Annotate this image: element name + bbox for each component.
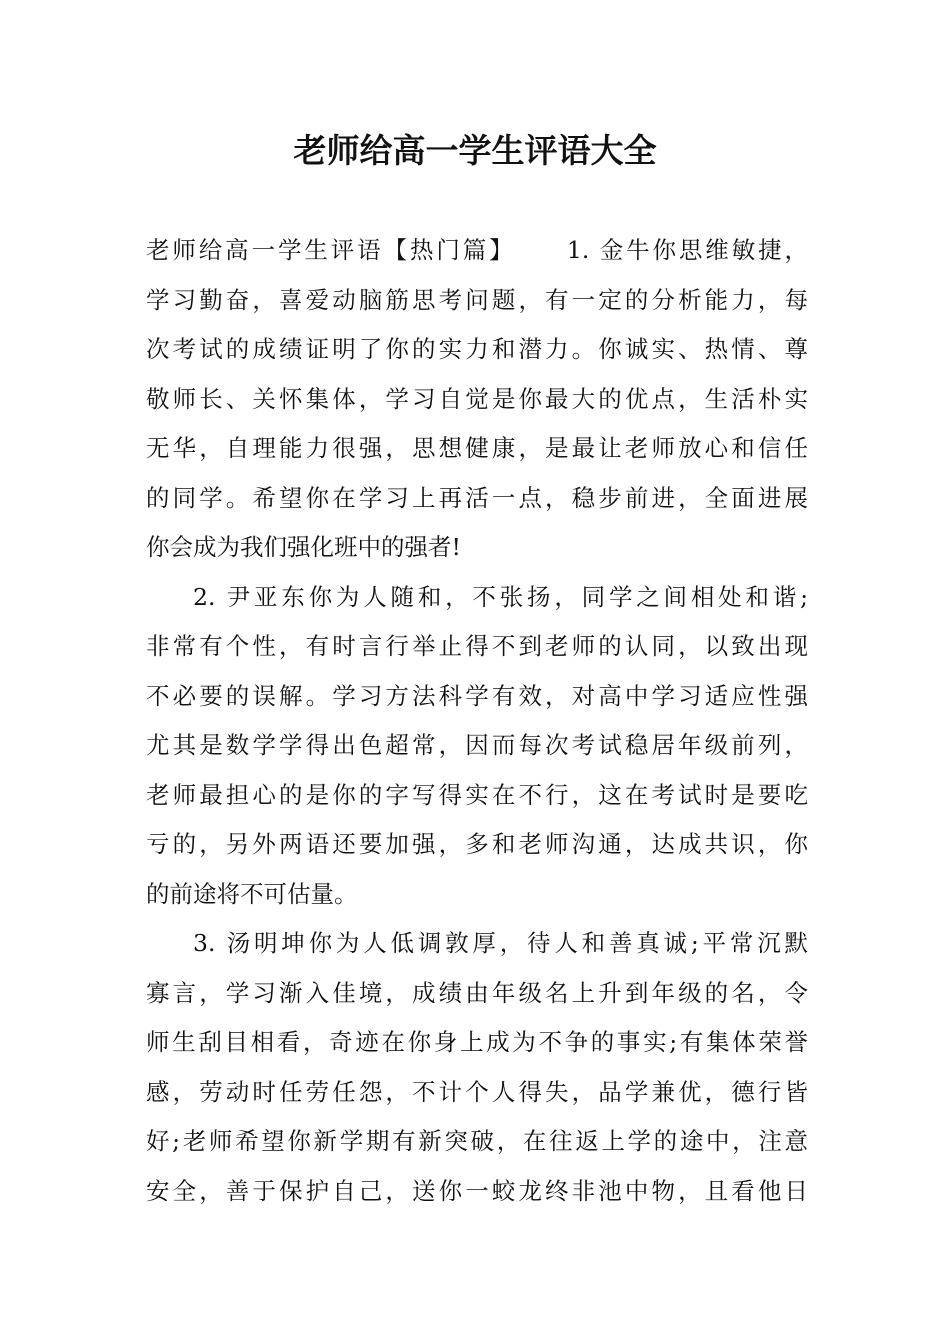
text-line: 敬师长、关怀集体，学习自觉是你最大的优点，生活朴实: [146, 384, 808, 413]
text-line: 亏的，另外两语还要加强，多和老师沟通，达成共识，你: [146, 830, 808, 858]
text-line: 的同学。希望你在学习上再活一点，稳步前进，全面进展: [146, 483, 808, 512]
text-line: 寡言，学习渐入佳境，成绩由年级名上升到年级的名，令: [146, 978, 808, 1007]
text-line: 3. 汤明坤你为人低调敦厚，待人和善真诚;平常沉默: [193, 929, 808, 957]
text-line: 2. 尹亚东你为人随和，不张扬，同学之间相处和谐;: [193, 582, 808, 611]
text-line: 尤其是数学学得出色超常，因而每次考试稳居年级前列，: [146, 731, 808, 759]
text-line: 感，劳动时任劳任怨，不计个人得失，品学兼优，德行皆: [146, 1077, 808, 1106]
text-line: 安全，善于保护自己，送你一蛟龙终非池中物，且看他日: [146, 1176, 808, 1205]
text-line: 好;老师希望你新学期有新突破，在往返上学的途中，注意: [146, 1127, 808, 1155]
document-title: 老师给高一学生评语大全: [293, 131, 657, 170]
text-line: 非常有个性，有时言行举止得不到老师的认同，以致出现: [146, 632, 808, 660]
document-body: [146, 226, 808, 1216]
text-line: 次考试的成绩证明了你的实力和潜力。你诚实、热情、尊: [146, 335, 808, 363]
text-line: 学习勤奋，喜爱动脑筋思考问题，有一定的分析能力，每: [146, 285, 808, 314]
text-line: 的前途将不可估量。: [146, 879, 358, 908]
text-line: 老师最担心的是你的字写得实在不行，这在考试时是要吃: [146, 780, 808, 809]
text-line: 师生刮目相看，奇迹在你身上成为不争的事实;有集体荣誉: [146, 1028, 808, 1056]
text-line: 老师给高一学生评语【热门篇】 1. 金牛你思维敏捷，: [146, 236, 808, 264]
text-line: 不必要的误解。学习方法科学有效，对高中学习适应性强: [146, 681, 808, 710]
text-line: 无华，自理能力很强，思想健康，是最让老师放心和信任: [146, 434, 808, 462]
text-line: 你会成为我们强化班中的强者!: [146, 533, 461, 561]
